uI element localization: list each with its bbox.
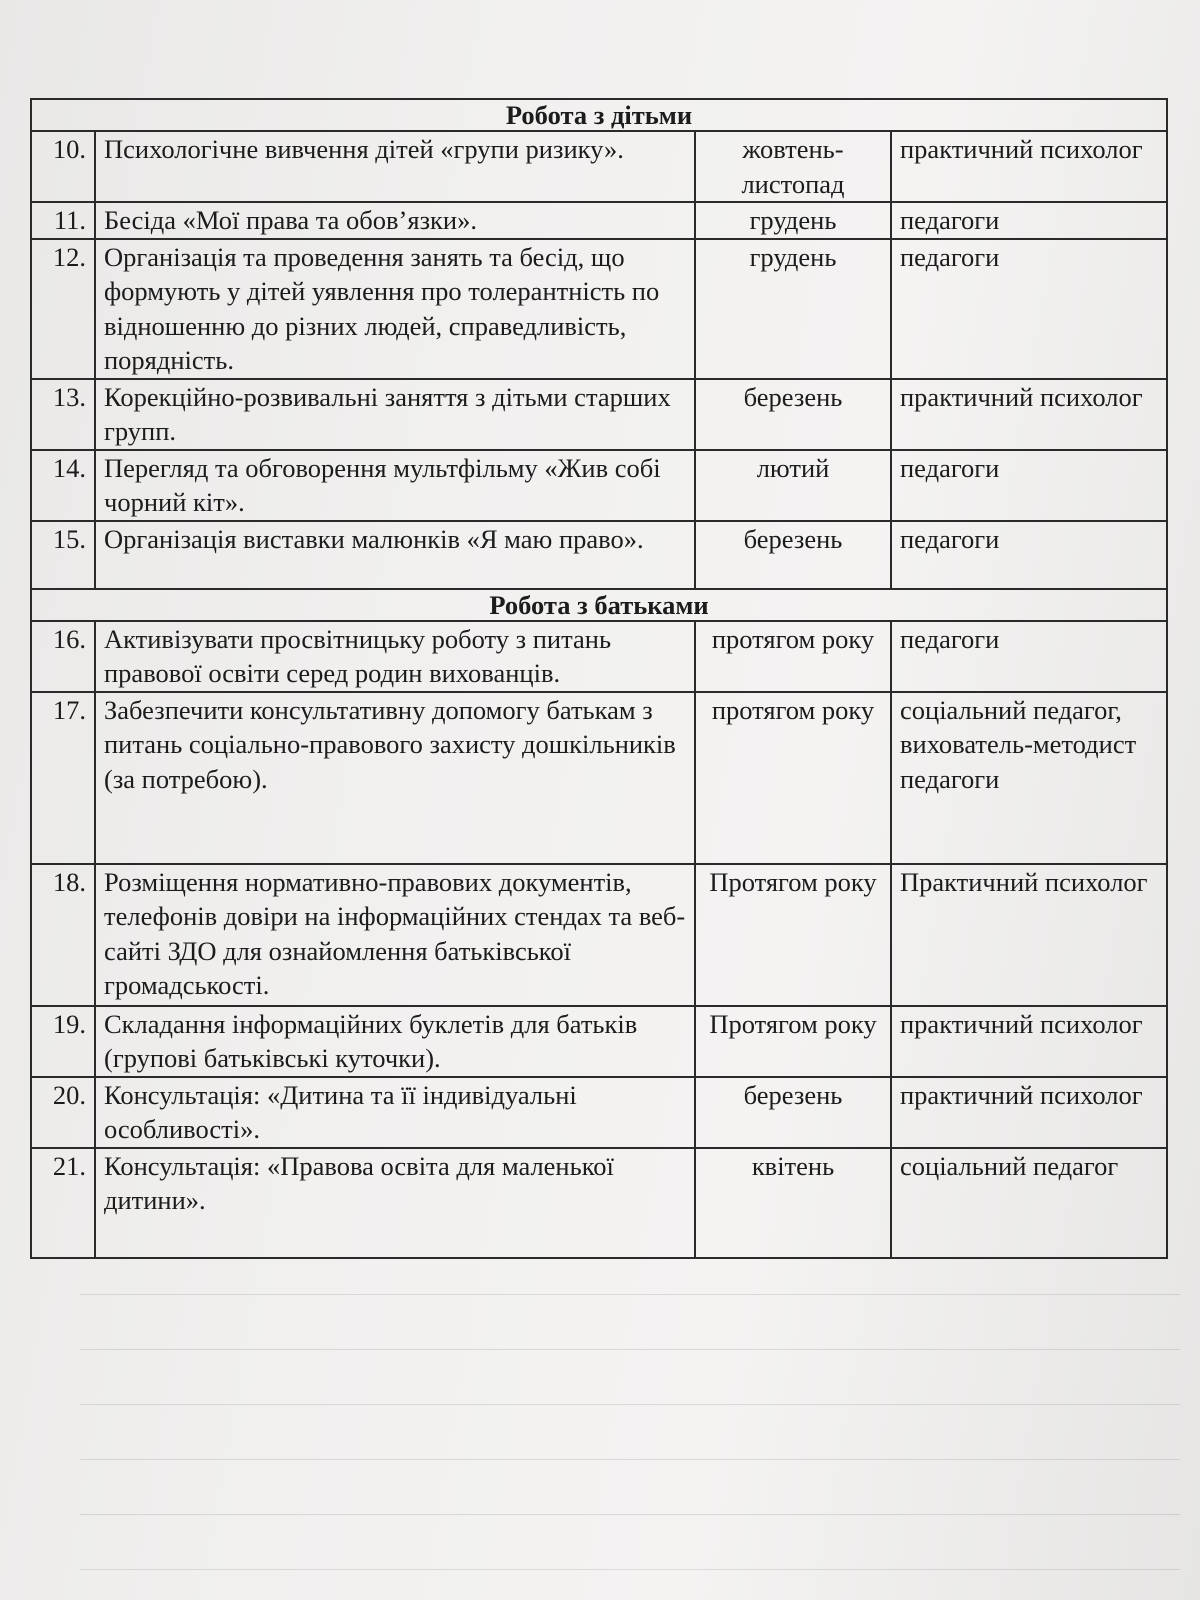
responsible-cell: педагоги <box>891 450 1167 521</box>
term-cell: грудень <box>695 202 891 239</box>
term-cell: грудень <box>695 239 891 379</box>
term-cell: жовтень-листопад <box>695 131 891 202</box>
term-cell: протягом року <box>695 621 891 692</box>
section-header-row <box>31 589 1167 621</box>
activity-text: Психологічне вивчення дітей «групи ризику». <box>95 131 695 202</box>
responsible-cell: практичний психолог <box>891 1077 1167 1148</box>
responsible-cell: соціальний педагог, вихователь-методист педагоги <box>891 692 1167 864</box>
row-number: 19. <box>31 1006 95 1077</box>
activity-text: Забезпечити консультативну допомогу батькам з питань соціально-правового захисту дошкільників (за потребою). <box>95 692 695 864</box>
term-cell: квітень <box>695 1148 891 1258</box>
section-header-row <box>31 99 1167 131</box>
table-row <box>31 621 1167 692</box>
activity-text: Перегляд та обговорення мультфільму «Жив собі чорний кіт». <box>95 450 695 521</box>
activity-text: Бесіда «Мої права та обов’язки». <box>95 202 695 239</box>
responsible-cell: соціальний педагог <box>891 1148 1167 1258</box>
table-row <box>31 1148 1167 1258</box>
row-number: 18. <box>31 864 95 1006</box>
activity-text: Консультація: «Правова освіта для маленької дитини». <box>95 1148 695 1258</box>
table-row <box>31 450 1167 521</box>
activity-text: Консультація: «Дитина та її індивідуальні особливості». <box>95 1077 695 1148</box>
table-row <box>31 692 1167 864</box>
row-number: 16. <box>31 621 95 692</box>
activity-text: Складання інформаційних буклетів для батьків (групові батьківські куточки). <box>95 1006 695 1077</box>
responsible-cell: практичний психолог <box>891 1006 1167 1077</box>
responsible-cell: практичний психолог <box>891 379 1167 450</box>
row-number: 21. <box>31 1148 95 1258</box>
plan-table <box>30 98 1168 1259</box>
activity-text: Активізувати просвітницьку роботу з питань правової освіти серед родин вихованців. <box>95 621 695 692</box>
row-number: 11. <box>31 202 95 239</box>
row-number: 13. <box>31 379 95 450</box>
activity-text: Корекційно-розвивальні заняття з дітьми старших групп. <box>95 379 695 450</box>
table-row <box>31 202 1167 239</box>
section-title: Робота з дітьми <box>31 99 1167 131</box>
term-cell: Протягом року <box>695 1006 891 1077</box>
term-cell: березень <box>695 379 891 450</box>
row-number: 17. <box>31 692 95 864</box>
row-number: 14. <box>31 450 95 521</box>
term-cell: березень <box>695 1077 891 1148</box>
table-row <box>31 379 1167 450</box>
responsible-cell: педагоги <box>891 202 1167 239</box>
row-number: 10. <box>31 131 95 202</box>
table-row <box>31 131 1167 202</box>
table-row <box>31 864 1167 1006</box>
term-cell: лютий <box>695 450 891 521</box>
responsible-cell: педагоги <box>891 621 1167 692</box>
responsible-cell: педагоги <box>891 239 1167 379</box>
activity-text: Організація та проведення занять та бесід, що формують у дітей уявлення про толерантність по відношенню до різних людей, справедливість, порядність. <box>95 239 695 379</box>
table-row <box>31 521 1167 589</box>
responsible-cell: практичний психолог <box>891 131 1167 202</box>
activity-text: Організація виставки малюнків «Я маю право». <box>95 521 695 589</box>
section-title: Робота з батьками <box>31 589 1167 621</box>
bleed-through-shadow <box>80 1240 1180 1580</box>
row-number: 15. <box>31 521 95 589</box>
row-number: 12. <box>31 239 95 379</box>
term-cell: Протягом року <box>695 864 891 1006</box>
table-row <box>31 1006 1167 1077</box>
responsible-cell: Практичний психолог <box>891 864 1167 1006</box>
activity-text: Розміщення нормативно-правових документів, телефонів довіри на інформаційних стендах та веб-сайті ЗДО для ознайомлення батьківської громадськості. <box>95 864 695 1006</box>
term-cell: березень <box>695 521 891 589</box>
responsible-cell: педагоги <box>891 521 1167 589</box>
term-cell: протягом року <box>695 692 891 864</box>
table-row <box>31 1077 1167 1148</box>
row-number: 20. <box>31 1077 95 1148</box>
table-row <box>31 239 1167 379</box>
